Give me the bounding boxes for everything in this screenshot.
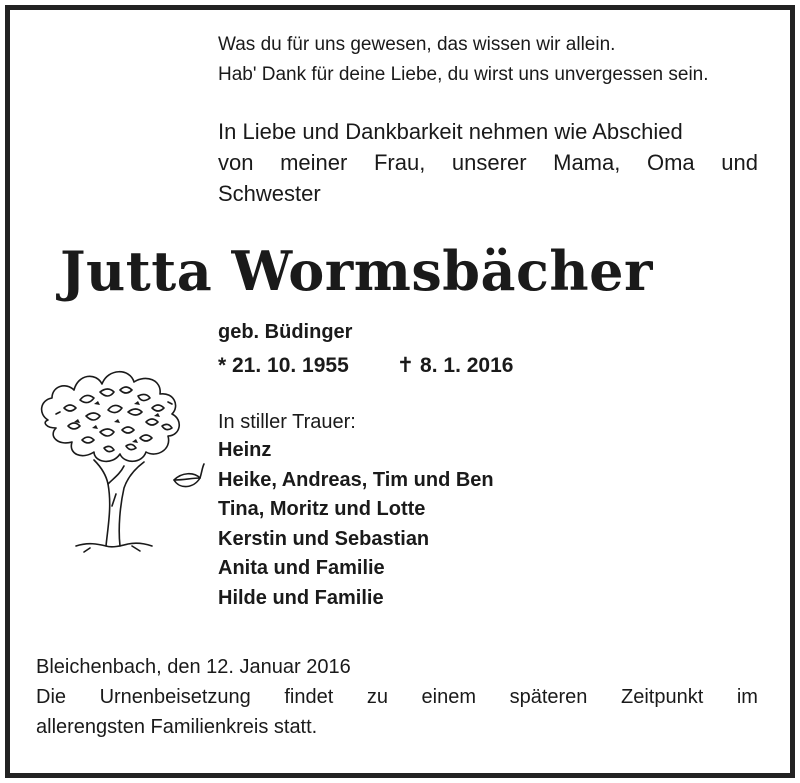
falling-leaf-icon: [174, 464, 204, 487]
intro-line-justified: [218, 147, 758, 178]
intro-word: und: [721, 150, 758, 175]
intro-word: meiner: [280, 150, 348, 175]
notice-word: einem: [421, 686, 477, 708]
intro-word: Mama,: [553, 150, 621, 175]
mourner-name: Hilde und Familie: [218, 586, 384, 609]
intro-word: von: [218, 150, 254, 175]
intro-line: Schwester: [218, 181, 321, 206]
tree-icon: [28, 356, 218, 556]
mourner-name: Heinz: [218, 439, 272, 461]
place-date: Bleichenbach, den 12. Januar 2016: [36, 656, 351, 678]
intro-word: Frau,: [373, 150, 426, 175]
intro-word: unserer: [451, 150, 527, 175]
mourners-list: [218, 436, 494, 613]
notice-word: zu: [366, 686, 388, 708]
mourner-name: Kerstin und Sebastian: [218, 527, 430, 550]
mourner-name: Heike, Andreas, Tim und Ben: [218, 468, 494, 491]
notice-word: Die: [36, 686, 67, 708]
intro-line: [218, 116, 758, 147]
notice-word: im: [736, 686, 758, 708]
birth-date: * 21. 10. 1955: [218, 354, 349, 377]
notice-word: Zeitpunkt: [621, 686, 704, 708]
intro-line-text: In Liebe und Dankbarkeit nehmen wie Abschied: [218, 119, 683, 144]
mourner-name: Anita und Familie: [218, 557, 385, 579]
birth-name: geb. Büdinger: [218, 321, 353, 343]
deceased-name: Jutta Wormsbächer: [60, 239, 653, 303]
mourner-name: Tina, Moritz und Lotte: [218, 498, 426, 520]
death-date: ✝ 8. 1. 2016: [396, 354, 514, 377]
intro-word: Oma: [646, 150, 695, 175]
life-dates: [218, 351, 513, 381]
poem-line: Was du für uns gewesen, das wissen wir allein.: [218, 34, 616, 55]
notice-word: Urnenbeisetzung: [99, 686, 251, 708]
poem: [218, 30, 768, 90]
notice-word: späteren: [509, 686, 588, 708]
intro-text: [218, 116, 758, 209]
mourners-label: In stiller Trauer:: [218, 411, 356, 433]
poem-line: Hab' Dank für deine Liebe, du wirst uns unvergessen sein.: [218, 64, 709, 85]
notice-word: findet: [284, 686, 334, 708]
notice-line-justified: [36, 682, 758, 712]
notice-line: allerengsten Familienkreis statt.: [36, 716, 318, 738]
footer-notice: [36, 652, 758, 742]
